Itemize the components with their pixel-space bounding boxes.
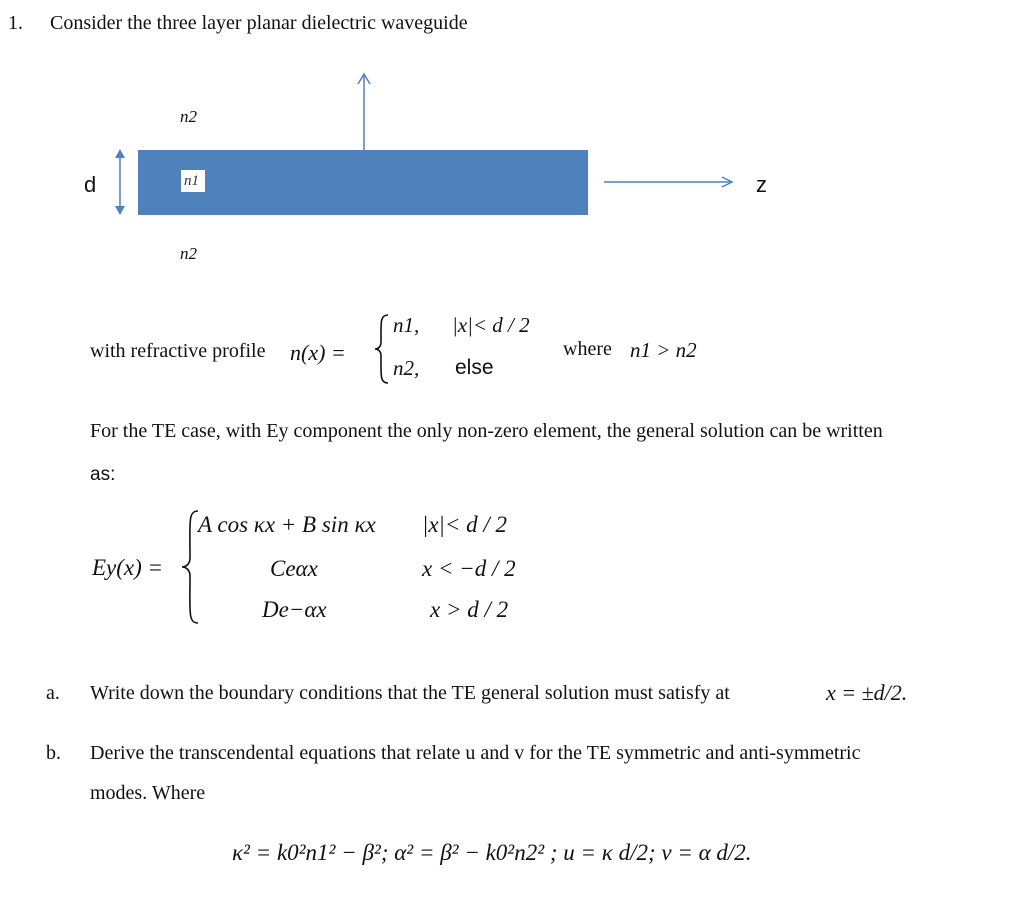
solution-row2-expr: Ceαx xyxy=(270,556,318,581)
solution-row3-expr: De−αx xyxy=(262,597,327,622)
definitions-equation: κ² = k0²n1² − β²; α² = β² − k0²n2² ; u = κ d/2; v = α d/2. xyxy=(232,840,752,865)
profile-where: where xyxy=(563,338,612,360)
thickness-arrowhead-top xyxy=(115,149,125,158)
solution-lhs: Ey(x) = xyxy=(92,555,164,580)
profile-case1-cond: |x|< d / 2 xyxy=(452,313,530,337)
waveguide-diagram xyxy=(0,60,800,280)
part-b-label: b. xyxy=(46,742,61,764)
thickness-arrowhead-bottom xyxy=(115,206,125,215)
core-layer xyxy=(138,150,588,215)
question-number: 1. xyxy=(8,12,23,34)
part-a-label: a. xyxy=(46,682,60,704)
profile-case2-cond: else xyxy=(455,356,494,379)
question-intro: Consider the three layer planar dielectric waveguide xyxy=(50,12,468,34)
z-axis-label: z xyxy=(756,172,767,197)
thickness-label: d xyxy=(84,172,97,197)
cladding-top-label xyxy=(180,107,197,127)
part-b-text-line1: Derive the transcendental equations that relate u and v for the TE symmetric and anti-symmetric xyxy=(90,742,861,764)
solution-row1-expr: A cos κx + B sin κx xyxy=(198,512,376,537)
profile-lead: with refractive profile xyxy=(90,340,266,362)
part-a-text: Write down the boundary conditions that the TE general solution must satisfy at xyxy=(90,682,730,704)
part-b-text-line2: modes. Where xyxy=(90,782,206,804)
te-description-line2: as: xyxy=(90,464,116,485)
profile-lhs: n(x) = xyxy=(290,340,346,365)
solution-row1-cond: |x|< d / 2 xyxy=(422,512,508,537)
profile-brace xyxy=(372,312,392,386)
cladding-bottom-label: n2 xyxy=(180,244,197,263)
profile-case1-value: n1, xyxy=(393,313,420,337)
profile-case2-value: n2, xyxy=(393,356,420,380)
cladding-top-text: n2 xyxy=(180,107,197,126)
profile-where-relation: n1 > n2 xyxy=(630,338,697,362)
part-a-math: x = ±d/2. xyxy=(826,680,908,705)
core-label: n1 xyxy=(184,173,199,189)
solution-row3-cond: x > d / 2 xyxy=(430,597,509,622)
te-description-line1: For the TE case, with Ey component the only non-zero element, the general solution can be written xyxy=(90,420,883,442)
solution-row2-cond: x < −d / 2 xyxy=(422,556,516,581)
